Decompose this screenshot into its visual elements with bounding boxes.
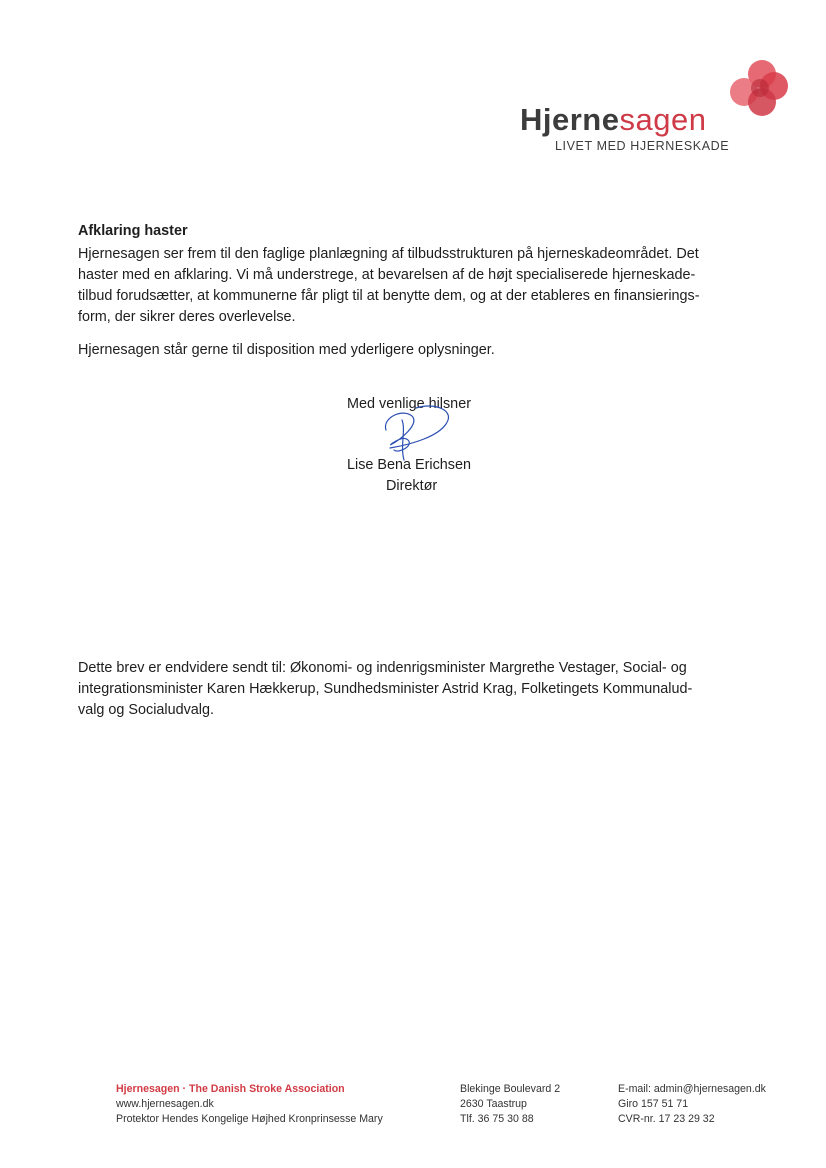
paragraph-line: haster med en afklaring. Vi må understrege, at bevarelsen af de højt specialiserede hjerneskade- xyxy=(78,267,696,283)
paragraph-line: Dette brev er endvidere sendt til: Økonomi- og indenrigsminister Margrethe Vestager, Social- og xyxy=(78,660,687,676)
footer-address xyxy=(460,1082,560,1127)
footer-patron: Protektor Hendes Kongelige Højhed Kronprinsesse Mary xyxy=(116,1113,383,1125)
logo-wordmark xyxy=(520,102,706,138)
paragraph-1 xyxy=(78,244,748,328)
footer-org-name: Hjernesagen xyxy=(116,1083,180,1095)
logo-tagline: LIVET MED HJERNESKADE xyxy=(555,139,730,153)
footer-city: 2630 Taastrup xyxy=(460,1098,527,1110)
signer-title: Direktør xyxy=(386,478,438,494)
footer-email: E-mail: admin@hjernesagen.dk xyxy=(618,1083,766,1095)
footer-cvr: CVR-nr. 17 23 29 32 xyxy=(618,1113,715,1125)
footer-website: www.hjernesagen.dk xyxy=(116,1098,214,1110)
paragraph-2: Hjernesagen står gerne til disposition med yderligere oplysninger. xyxy=(78,342,495,358)
paragraph-line: Hjernesagen ser frem til den faglige planlægning af tilbudsstrukturen på hjerneskadeområdet. Det xyxy=(78,246,699,262)
footer-org-english: The Danish Stroke Association xyxy=(189,1083,345,1095)
footer-giro: Giro 157 51 71 xyxy=(618,1098,689,1110)
logo-mark-icon xyxy=(722,58,792,122)
footer-separator: · xyxy=(182,1083,187,1095)
footer-organization xyxy=(116,1082,383,1127)
paragraph-line: valg og Socialudvalg. xyxy=(78,702,215,718)
footer-org-line xyxy=(116,1082,383,1097)
closing-salutation: Med venlige hilsner xyxy=(347,396,471,412)
footer-street: Blekinge Boulevard 2 xyxy=(460,1083,561,1095)
logo-word-bold: Hjerne xyxy=(520,102,620,137)
paragraph-3 xyxy=(78,658,758,721)
paragraph-line: tilbud forudsætter, at kommunerne får pligt til at benytte dem, og at der etableres en finansierings- xyxy=(78,288,700,304)
logo-word-light: sagen xyxy=(619,102,707,137)
footer-contact xyxy=(618,1082,766,1127)
paragraph-line: integrationsminister Karen Hækkerup, Sundhedsminister Astrid Krag, Folketingets Kommunalud- xyxy=(78,681,693,697)
section-heading: Afklaring haster xyxy=(78,223,188,239)
signer-name: Lise Bena Erichsen xyxy=(347,457,471,473)
paragraph-line: form, der sikrer deres overlevelse. xyxy=(78,309,296,325)
footer-phone: Tlf. 36 75 30 88 xyxy=(460,1113,534,1125)
